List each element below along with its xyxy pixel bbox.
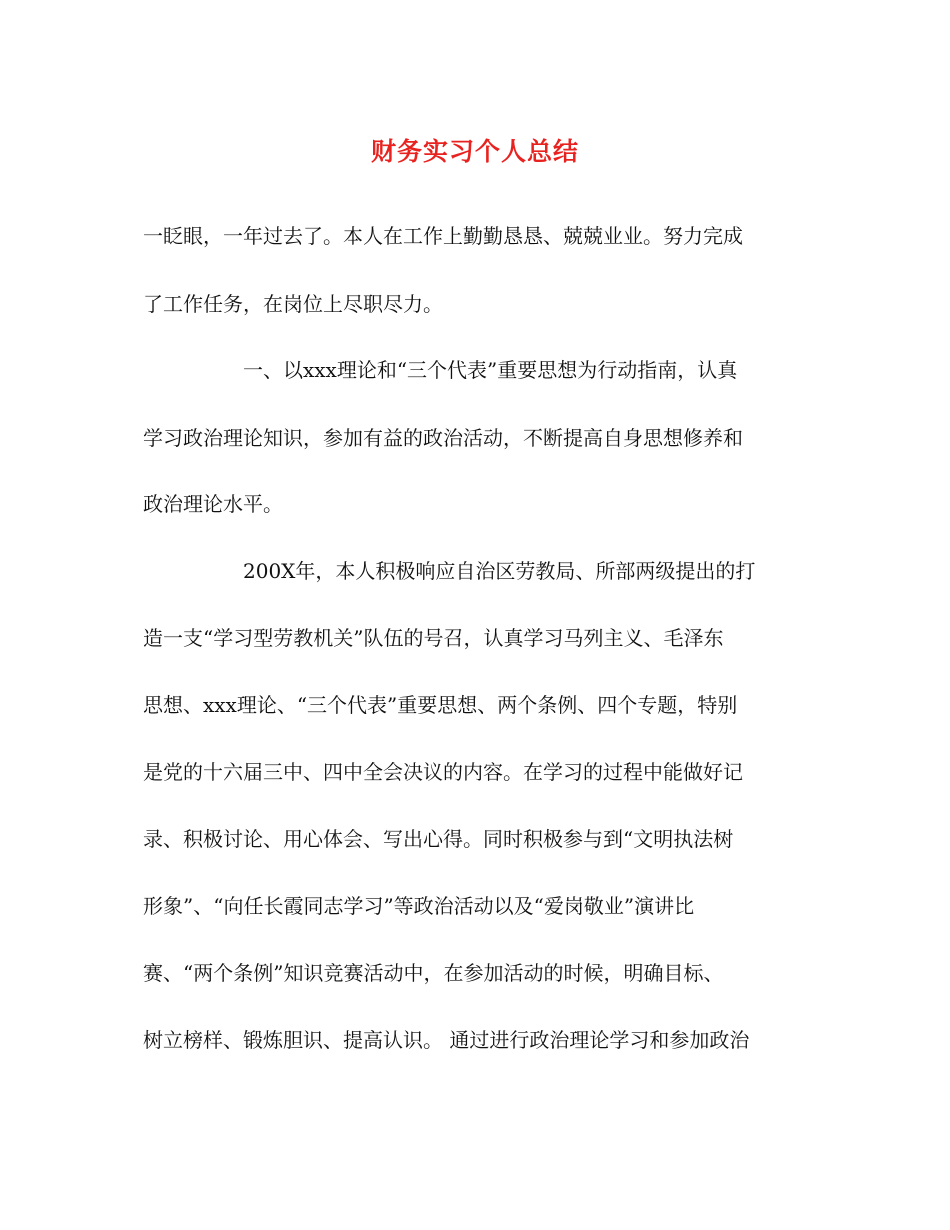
paragraph-line: 学习政治理论知识，参加有益的政治活动，不断提高自身思想修养和 — [143, 426, 743, 450]
paragraph-line: 造一支“学习型劳教机关”队伍的号召，认真学习马列主义、毛泽东 — [143, 626, 724, 650]
paragraph-line: 一眨眼，一年过去了。本人在工作上勤勤恳恳、兢兢业业。努力完成 — [143, 224, 743, 248]
paragraph-line: 了工作任务，在岗位上尽职尽力。 — [143, 292, 443, 316]
paragraph-line: 是党的十六届三中、四中全会决议的内容。在学习的过程中能做好记 — [143, 760, 743, 784]
paragraph-line: 200X年，本人积极响应自治区劳教局、所部两级提出的打 — [243, 559, 756, 583]
paragraph-line: 政治理论水平。 — [143, 492, 283, 516]
document-title: 财务实习个人总结 — [370, 137, 579, 166]
paragraph-line: 赛、“两个条例”知识竞赛活动中，在参加活动的时候，明确目标、 — [143, 961, 724, 985]
paragraph-line: 录、积极讨论、用心体会、写出心得。同时积极参与到“文明执法树 — [143, 827, 734, 851]
paragraph-line: 思想、xxx理论、“三个代表”重要思想、两个条例、四个专题，特别 — [143, 693, 738, 717]
paragraph-line: 形象”、“向任长霞同志学习”等政治活动以及“爱岗敬业”演讲比 — [143, 894, 695, 918]
paragraph-line: 树立榜样、锻炼胆识、提高认识。 通过进行政治理论学习和参加政治 — [143, 1028, 750, 1052]
paragraph-line: 一、以xxx理论和“三个代表”重要思想为行动指南，认真 — [243, 358, 738, 382]
